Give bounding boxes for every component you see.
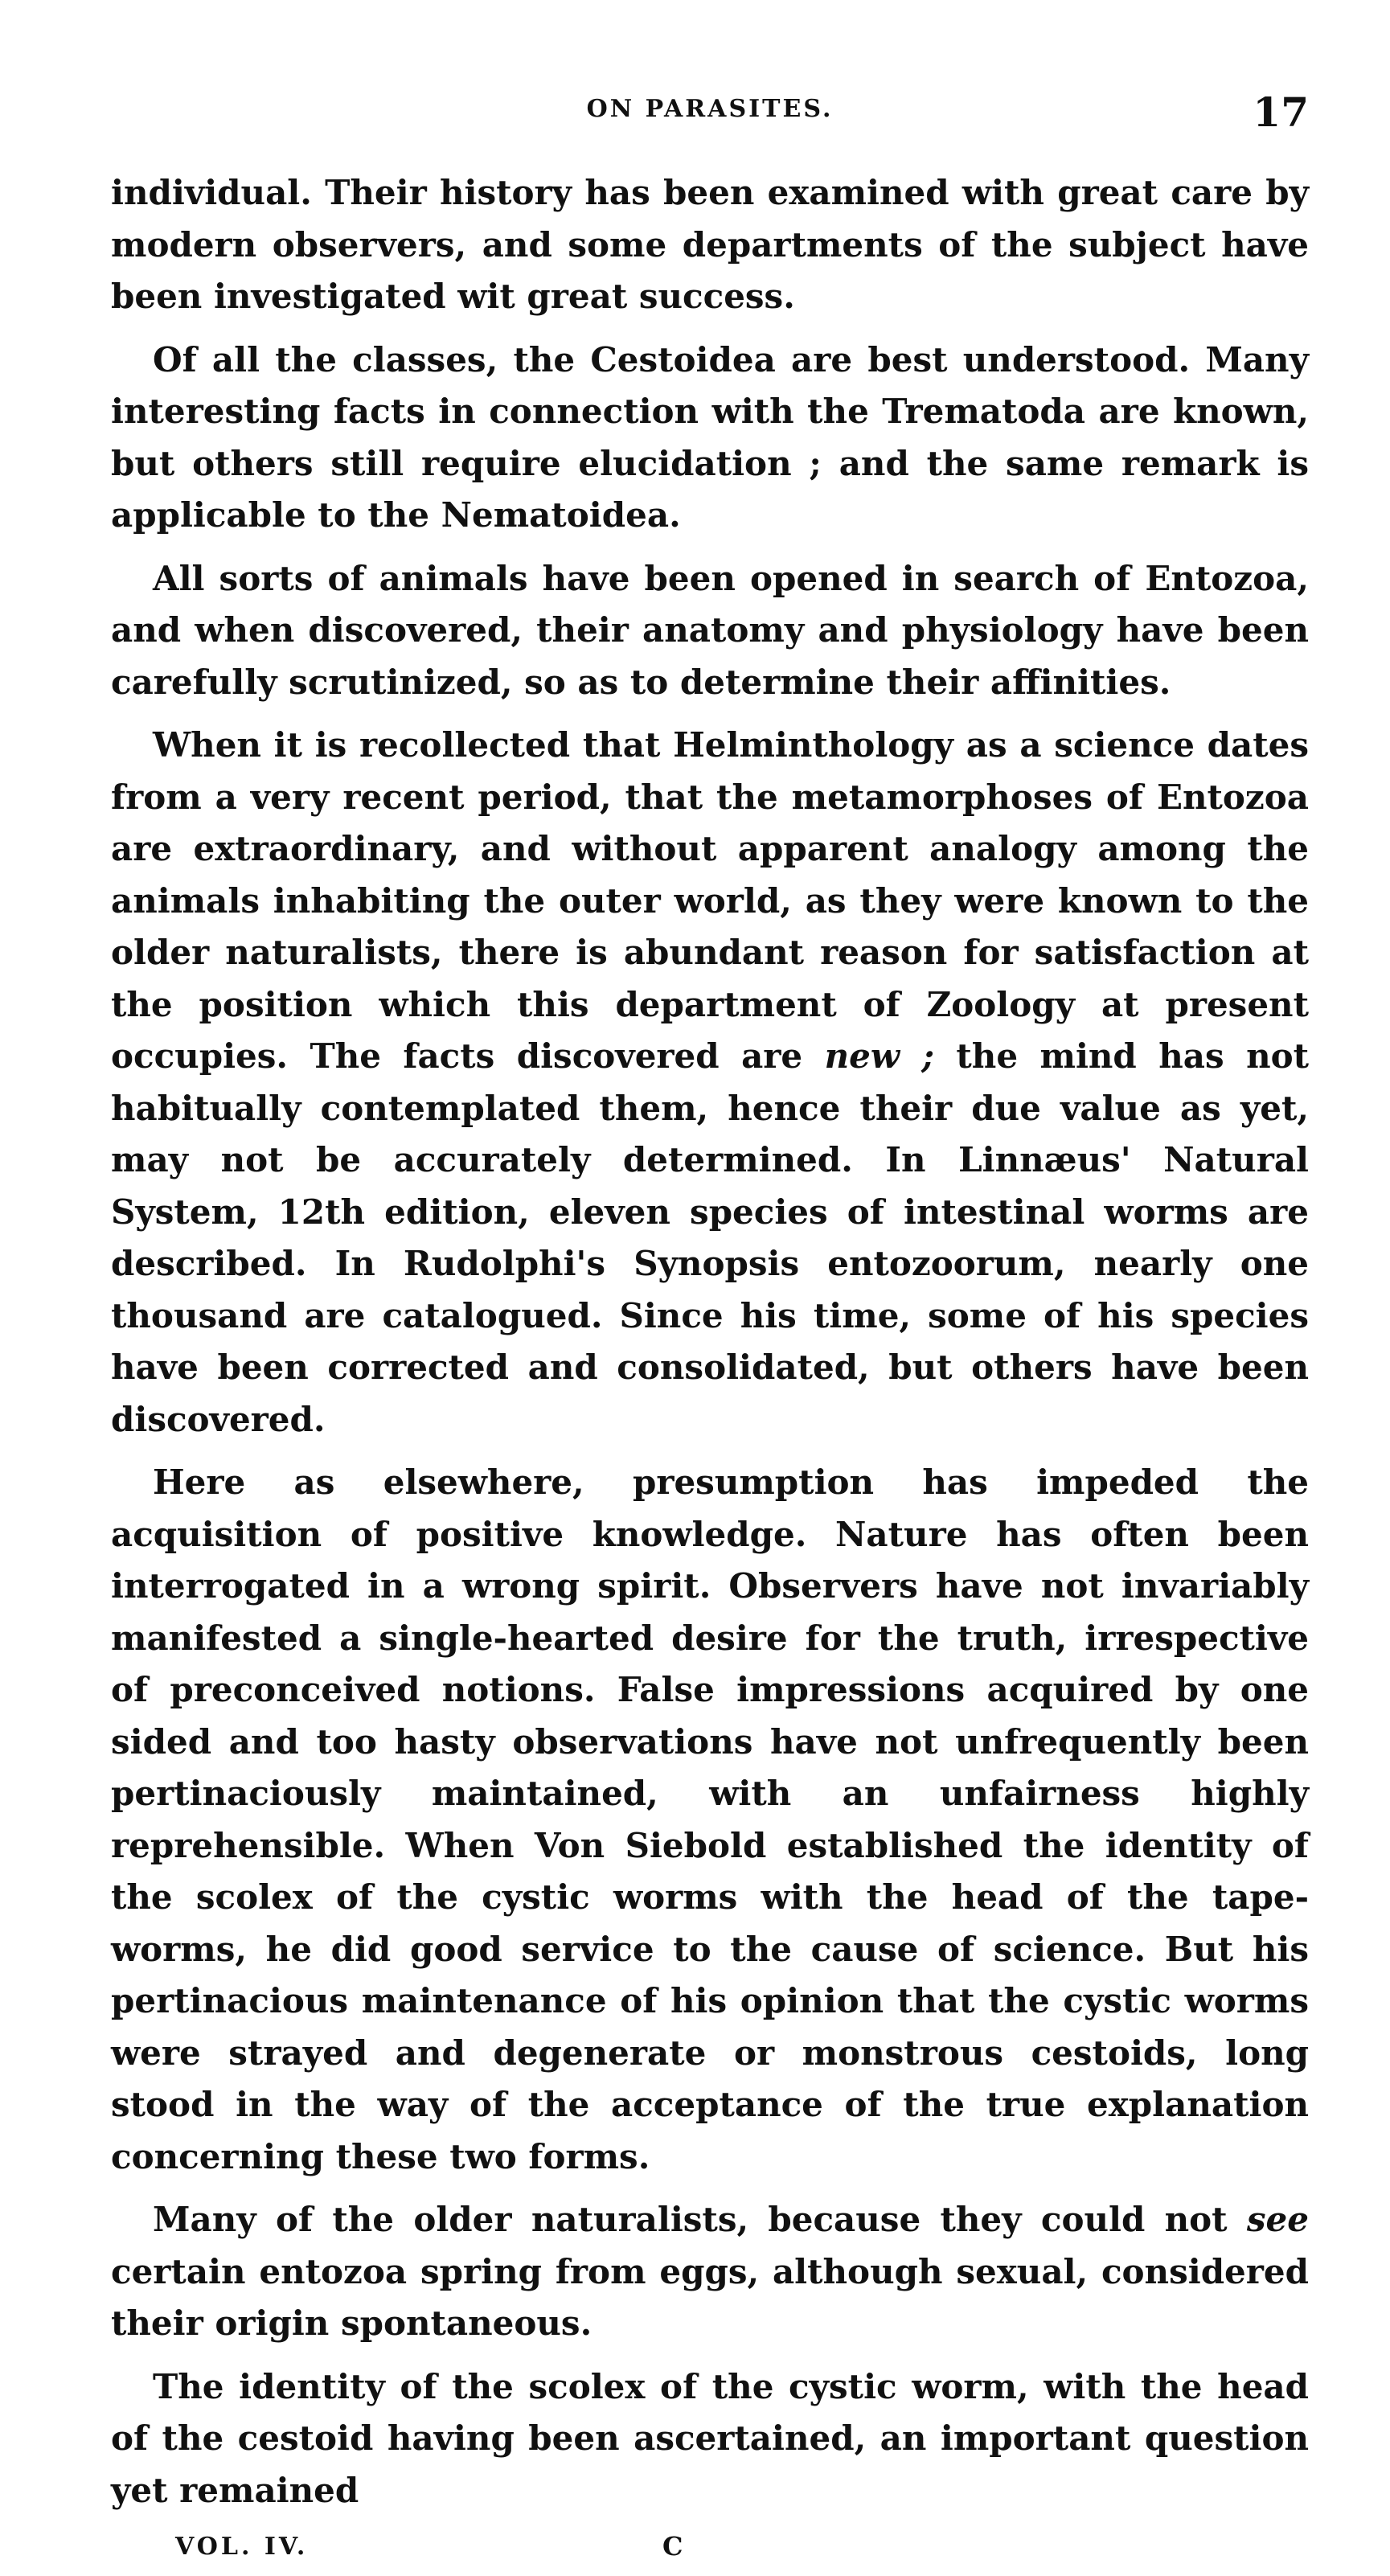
body-text xyxy=(111,167,1309,2517)
paragraph-5: Here as elsewhere, presumption has impeded the acquisition of positive knowledge. Nature has often been interrogated in a wrong spirit. Observers have not invariably manifested a single-hearted desire for the truth, irrespective of preconceived notions. False impressions acquired by one sided and too hasty observations have not unfrequently been pertinaciously maintained, with an unfairness highly reprehensible. When Von Siebold established the identity of the scolex of the cystic worms with the head of the tape-worms, he did good service to the cause of science. But his pertinacious maintenance of his opinion that the cystic worms were strayed and degenerate or monstrous cestoids, long stood in the way of the acceptance of the true explanation concerning these two forms. xyxy=(111,1462,1309,2176)
signature-mark: C xyxy=(662,2531,683,2562)
paragraph-4-text-a: When it is recollected that Helminthology as a science dates from a very recent period, that the metamorphoses of Entozoa are extraordinary, and without apparent analogy among the animals inhabiting the outer world, as they were known to the older naturalists, there is abundant reason for satisfaction at the position which this department of Zoology at present occupies. The facts discovered are xyxy=(111,725,1309,1076)
running-head xyxy=(111,88,1309,145)
paragraph-7: The identity of the scolex of the cystic worm, with the head of the cestoid having been ascertained, an important question yet remained xyxy=(111,2366,1309,2510)
paragraph-6-text-a: Many of the older naturalists, because they could not xyxy=(153,2200,1228,2239)
paragraph-4 xyxy=(111,720,1309,1446)
paragraph-3: All sorts of animals have been opened in search of Entozoa, and when discovered, their anatomy and physiology have been carefully scrutinized, so as to determine their affinities. xyxy=(111,558,1309,702)
paragraph-4-text-b: the mind has not habitually contemplated them, hence their due value as yet, may not be accurately determined. In Linnæus' Natural System, 12th edition, eleven species of intestinal worms are described. In Rudolphi's Synopsis entozoorum, nearly one thousand are catalogued. Since his time, some of his species have been corrected and consolidated, but others have been discovered. xyxy=(111,1036,1310,1439)
page-footer xyxy=(111,2528,1309,2576)
book-page xyxy=(111,88,1310,2562)
paragraph-6-text-b: certain entozoa spring from eggs, although sexual, considered their origin spontaneous. xyxy=(111,2251,1309,2343)
running-title: ON PARASITES. xyxy=(586,95,834,123)
volume-label: VOL. IV. xyxy=(175,2533,309,2561)
page-number: 17 xyxy=(1253,88,1309,136)
paragraph-1: individual. Their history has been examined with great care by modern observers, and some departments of the subject have been investigated wit great success. xyxy=(111,173,1309,316)
paragraph-4-italic: new ; xyxy=(824,1036,934,1076)
paragraph-6-italic: see xyxy=(1246,2200,1309,2239)
paragraph-2: Of all the classes, the Cestoidea are best understood. Many interesting facts in connection with the Trematoda are known, but others still require elucidation ; and the same remark is applicable to the Nematoidea. xyxy=(111,339,1309,535)
paragraph-6 xyxy=(111,2194,1309,2350)
